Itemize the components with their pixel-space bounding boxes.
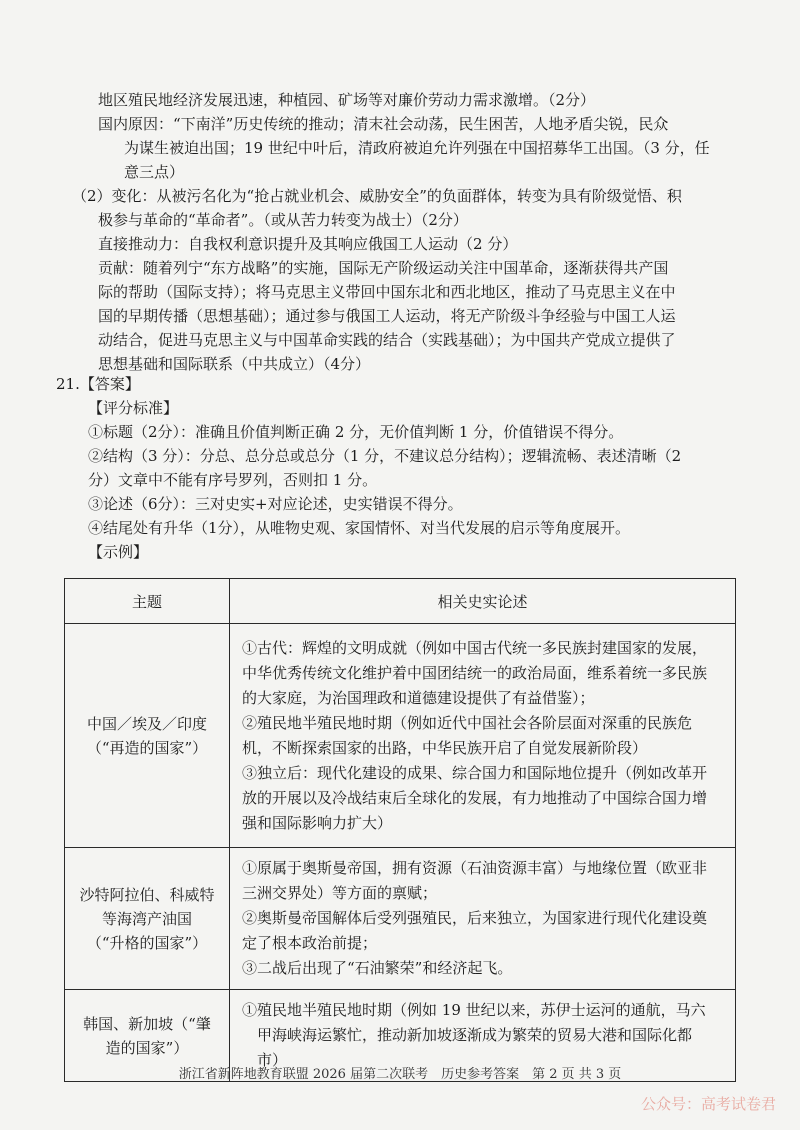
answer-line: （2）变化：从被污名化为“抢占就业机会、威胁安全”的负面群体，转变为具有阶级觉悟、积	[72, 187, 682, 205]
example-label: 【示例】	[88, 543, 149, 561]
answer-line: 地区殖民地经济发展迅速，种植园、矿场等对廉价劳动力需求激增。（2分）	[98, 91, 596, 109]
desc-line: ③独立后：现代化建设的成果、综合国力和国际地位提升（例如改革开	[242, 763, 708, 782]
desc-line: ①古代：辉煌的文明成就（例如中国古代统一多民族封建国家的发展，	[242, 638, 708, 657]
question-header	[56, 372, 756, 396]
question-20-answer	[72, 88, 758, 376]
table-row	[65, 848, 736, 990]
desc-line: ①殖民地半殖民地时期（例如 19 世纪以来，苏伊士运河的通航，马六	[242, 1001, 706, 1019]
criteria-item: ④结尾处有升华（1分），从唯物史观、家国情怀、对当代发展的启示等角度展开。	[88, 519, 631, 537]
watermark: 公众号：高考试卷君	[640, 1095, 776, 1113]
topic-line: 造的国家”）	[105, 1038, 189, 1057]
topic-line: 沙特阿拉伯、科威特	[79, 885, 215, 904]
desc-line: ③二战后出现了“石油繁荣”和经济起飞。	[242, 959, 513, 977]
table-header-topic: 主题	[65, 579, 230, 624]
question-number: 21.	[56, 375, 80, 393]
desc-line: 放的开展以及冷战结束后全球化的发展，有力地推动了中国综合国力增	[242, 788, 708, 807]
table-cell-desc	[230, 848, 736, 990]
criteria-item: 分）文章中不能有序号罗列，否则扣 1 分。	[88, 471, 378, 489]
answer-line: 意三点）	[124, 163, 185, 181]
answer-label: 【答案】	[79, 375, 140, 393]
table-cell-desc	[230, 624, 736, 848]
criteria-item: ①标题（2分）：准确且价值判断正确 2 分，无价值判断 1 分，价值错误不得分。	[88, 423, 624, 441]
answer-line: 思想基础和国际联系（中共成立）（4分）	[98, 355, 371, 373]
topic-line: （“再造的国家”）	[86, 738, 208, 757]
table-header-desc: 相关史实论述	[230, 579, 736, 624]
table-cell-topic	[65, 624, 230, 848]
topic-line: （“升格的国家”）	[86, 933, 208, 952]
example-table	[64, 578, 736, 1082]
answer-line: 为谋生被迫出国；19 世纪中叶后，清政府被迫允许列强在中国招募华工出国。（3 分，任	[124, 139, 710, 157]
answer-line: 际的帮助（国际支持）；将马克思主义带回中国东北和西北地区，推动了马克思主义在中	[98, 283, 676, 301]
table-header-row	[65, 579, 736, 624]
topic-line: 等海湾产油国	[101, 909, 192, 928]
table-cell-topic	[65, 848, 230, 990]
page-footer: 浙江省新阵地教育联盟 2026 届第二次联考 历史参考答案 第 2 页 共 3 页	[178, 1067, 622, 1082]
desc-line: 市）	[242, 1051, 288, 1069]
desc-line: ②殖民地半殖民地时期（例如近代中国社会各阶层面对深重的民族危	[242, 713, 693, 732]
desc-line: 甲海峡海运繁忙，推动新加坡逐渐成为繁荣的贸易大港和国际化都	[242, 1026, 693, 1044]
desc-line: ②奥斯曼帝国解体后受列强殖民，后来独立，为国家进行现代化建设奠	[242, 909, 708, 927]
topic-line: 中国／埃及／印度	[86, 714, 207, 733]
criteria-label: 【评分标准】	[88, 399, 179, 417]
answer-line: 贡献：随着列宁“东方战略”的实施，国际无产阶级运动关注中国革命，逐渐获得共产国	[98, 259, 669, 277]
answer-line: 直接推动力：自我权利意识提升及其响应俄国工人运动（2 分）	[98, 235, 518, 253]
desc-line: 强和国际影响力扩大）	[242, 813, 393, 832]
answer-line: 动结合，促进马克思主义与中国革命实践的结合（实践基础）；为中国共产党成立提供了	[98, 331, 676, 349]
answer-line: 国的早期传播（思想基础）；通过参与俄国工人运动，将无产阶级斗争经验与中国工人运	[98, 307, 676, 325]
topic-line: 韩国、新加坡（“肇	[83, 1014, 211, 1033]
criteria-item: ③论述（6分）：三对史实+对应论述，史实错误不得分。	[88, 495, 463, 513]
desc-line: ①原属于奥斯曼帝国，拥有资源（石油资源丰富）与地缘位置（欧亚非	[242, 859, 708, 877]
desc-line: 的大家庭，为治国理政和道德建设提供了有益借鉴）；	[242, 688, 595, 707]
desc-line: 中华优秀传统文化维护着中国团结统一的政治局面，维系着统一多民族	[242, 663, 708, 682]
answer-line: 极参与革命的“革命者”。（或从苦力转变为战士）（2分）	[98, 211, 468, 229]
answer-line: 国内原因：“下南洋”历史传统的推动；清末社会动荡，民生困苦，人地矛盾尖锐，民众	[98, 115, 669, 133]
table-row	[65, 624, 736, 848]
desc-line: 三洲交界处）等方面的禀赋；	[242, 884, 438, 902]
criteria-item: ②结构（3 分）：分总、总分总或总分（1 分，不建议总分结构）；逻辑流畅、表述清晰（2	[88, 447, 682, 465]
desc-line: 机，不断探索国家的出路，中华民族开启了自觉发展新阶段）	[242, 738, 648, 757]
desc-line: 定了根本政治前提；	[242, 934, 378, 952]
question-21-answer	[56, 372, 756, 564]
